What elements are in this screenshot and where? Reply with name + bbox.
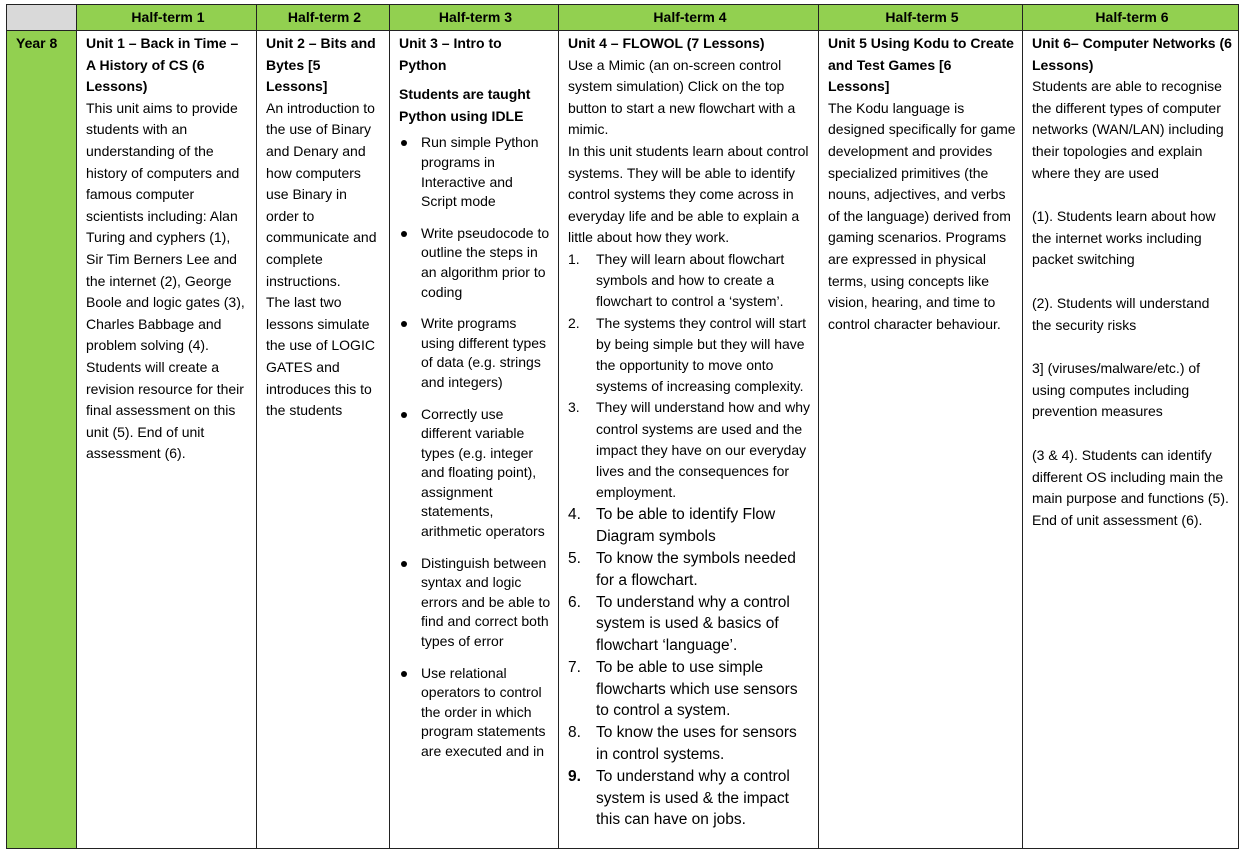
unit-4-control-intro: In this unit students learn about control systems. They will be able to identify control systems they come across in everyday life and be able to explain a little about how they work. <box>568 142 809 246</box>
step-text: They will learn about flowchart symbols and how to create a flowchart to control a ‘system’. <box>596 250 785 310</box>
step-text: To know the uses for sensors in control systems. <box>596 724 797 763</box>
half-term-4-cell <box>559 31 819 849</box>
half-term-3-cell <box>390 31 559 849</box>
step-number: 9. <box>568 768 581 786</box>
step-text: To understand why a control system is used & the impact this can have on jobs. <box>596 768 790 829</box>
header-half-term-6: Half-term 6 <box>1023 5 1239 31</box>
header-half-term-1: Half-term 1 <box>77 5 257 31</box>
year-8-row <box>7 31 1239 849</box>
curriculum-table <box>6 4 1239 849</box>
unit-2-description: An introduction to the use of Binary and Denary and how computers use Binary in order to communicate and complete instructions. <box>266 99 377 289</box>
step-text: They will understand how and why control systems are used and the impact they have on our everyday lives and the consequences for employment. <box>596 399 811 501</box>
list-item <box>568 766 812 830</box>
header-half-term-3: Half-term 3 <box>390 5 559 31</box>
step-number: 7. <box>568 659 581 677</box>
step-number: 8. <box>568 724 581 742</box>
list-item: Correctly use different variable types (e.g. integer and floating point), assignment statements, arithmetic operators <box>399 405 552 542</box>
step-number: 6. <box>568 594 581 611</box>
header-half-term-4: Half-term 4 <box>559 5 819 31</box>
list-item <box>568 592 812 656</box>
step-number: 4. <box>568 506 581 524</box>
list-item: Write programs using different types of data (e.g. strings and integers) <box>399 314 552 392</box>
half-term-1-cell <box>77 31 257 849</box>
unit-5-description: The Kodu language is designed specifically for game development and provides specialized primitives (the nouns, adjectives, and verbs of the language) derived from gaming scenarios. Programs are expressed in physical terms, using concepts like vision, hearing, and time to control character behaviour. <box>828 99 1016 332</box>
step-number: 5. <box>568 550 581 568</box>
unit-4-mimic-intro: Use a Mimic (an on-screen control system simulation) Click on the top button to start a new flowchart with a mimic. <box>568 56 796 138</box>
header-half-term-2: Half-term 2 <box>257 5 390 31</box>
half-term-6-cell <box>1023 31 1239 849</box>
step-text: To be able to use simple flowcharts which use sensors to control a system. <box>596 659 798 720</box>
unit-4-title: Unit 4 – FLOWOL (7 Lessons) <box>568 35 765 51</box>
list-item: Distinguish between syntax and logic errors and be able to find and correct both types of error <box>399 554 552 652</box>
year-label: Year 8 <box>16 35 58 51</box>
list-item <box>568 249 812 313</box>
header-half-term-5: Half-term 5 <box>819 5 1023 31</box>
step-text: To be able to identify Flow Diagram symbols <box>596 506 776 545</box>
unit-5-title: Unit 5 Using Kodu to Create and Test Games [6 Lessons] <box>828 35 1014 95</box>
unit-2-title: Unit 2 – Bits and Bytes [5 Lessons] <box>266 35 376 95</box>
unit-2-logic-gates-note: The last two lessons simulate the use of LOGIC GATES and introduces this to the students <box>266 294 375 419</box>
step-text: To understand why a control system is used & basics of flowchart ‘language’. <box>596 594 790 654</box>
year-label-cell <box>7 31 77 849</box>
step-text: The systems they control will start by being simple but they will have the opportunity to move onto systems of increasing complexity. <box>596 314 807 395</box>
list-item <box>568 722 812 765</box>
list-item <box>568 313 812 398</box>
unit-3-subtitle: Students are taught Python using IDLE <box>399 86 531 124</box>
list-item <box>568 397 812 503</box>
half-term-2-cell <box>257 31 390 849</box>
unit-3-title: Unit 3 – Intro to Python <box>399 35 502 73</box>
list-item: Run simple Python programs in Interactive and Script mode <box>399 133 552 211</box>
unit-4-steps-list <box>568 249 812 831</box>
unit-6-malware-note: 3] (viruses/malware/etc.) of using computes including prevention measures <box>1032 360 1201 420</box>
step-number: 3. <box>568 399 580 416</box>
step-number: 2. <box>568 314 580 331</box>
step-number: 1. <box>568 250 580 267</box>
list-item <box>568 504 812 547</box>
unit-6-internet-note: (1). Students learn about how the internet works including packet switching <box>1032 208 1216 268</box>
list-item: Use relational operators to control the order in which program statements are executed and in <box>399 664 552 762</box>
unit-1-description: This unit aims to provide students with an understanding of the history of computers and famous computer scientists including: Alan Turing and cyphers (1), Sir Tim Berners Lee and the internet (2), George Boole and logic gates (3), Charles Babbage and problem solving (4). Students will create a revision resource for their final assessment on this unit (5). End of unit assessment (6). <box>86 99 245 462</box>
unit-6-networks-intro: Students are able to recognise the different types of computer networks (WAN/LAN) including their topologies and explain where they are used <box>1032 78 1224 181</box>
unit-6-security-note: (2). Students will understand the security risks <box>1032 294 1210 333</box>
header-row <box>7 5 1239 31</box>
unit-1-title: Unit 1 – Back in Time – A History of CS (6 Lessons) <box>86 35 239 95</box>
list-item: Write pseudocode to outline the steps in an algorithm prior to coding <box>399 224 552 302</box>
unit-6-title: Unit 6– Computer Networks (6 Lessons) <box>1032 35 1232 73</box>
step-text: To know the symbols needed for a flowchart. <box>596 550 796 589</box>
half-term-5-cell <box>819 31 1023 849</box>
list-item <box>568 548 812 591</box>
header-corner-cell <box>7 5 77 31</box>
list-item <box>568 657 812 721</box>
unit-6-os-note: (3 & 4). Students can identify different OS including main the main purpose and functions (5). End of unit assessment (6). <box>1032 446 1229 528</box>
unit-3-objectives-list <box>399 133 552 761</box>
